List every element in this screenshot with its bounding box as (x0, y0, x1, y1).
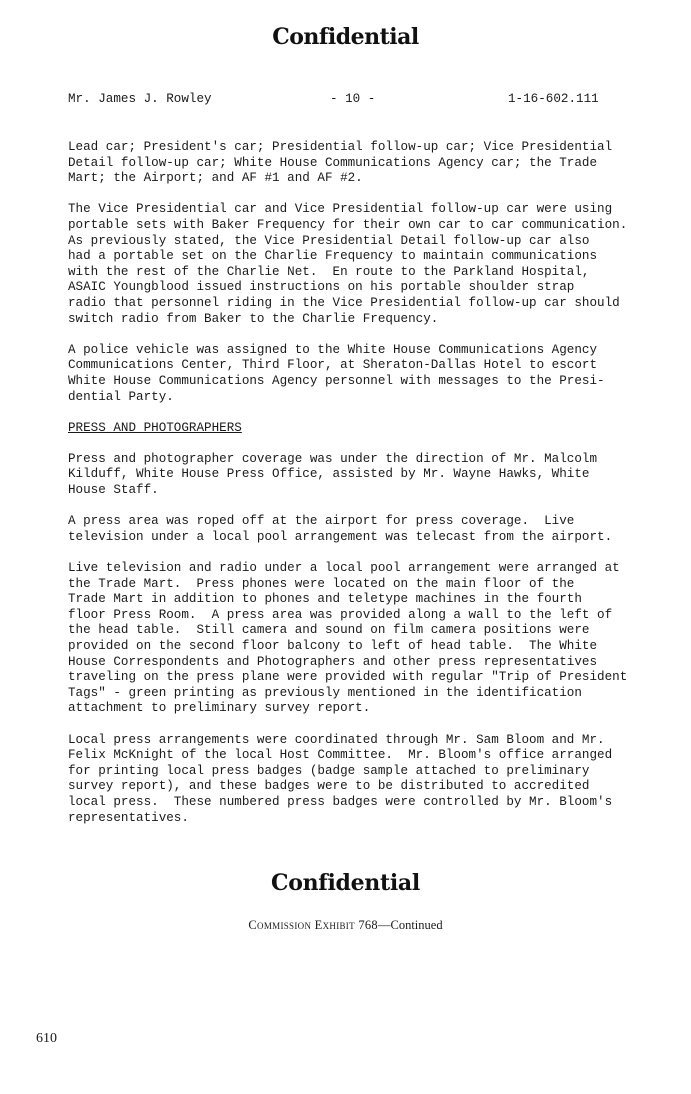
page-number: 610 (36, 1031, 57, 1046)
file-number: 1-16-602.111 (508, 92, 599, 106)
paragraph-vice-presidential-radio: The Vice Presidential car and Vice Presidential follow-up car were using portable sets with Baker Frequency for their own car to car communication. As previously stated, the Vice Presidential Detail follow-up car also had a portable set on the Charlie Frequency to maintain communications with the rest of the Charlie Net. En route to the Parkland Hospital, ASAIC Youngblood issued instructions on his portable shoulder strap radio that personnel riding in the Vice Presidential follow-up car should switch radio from Baker to the Charlie Frequency. (68, 202, 628, 326)
addressee: Mr. James J. Rowley (68, 92, 212, 106)
exhibit-caption (0, 918, 691, 933)
paragraph-vehicle-list: Lead car; President's car; Presidential follow-up car; Vice Presidential Detail follow-up car; White House Communications Agency car; the Trade Mart; the Airport; and AF #1 and AF #2. (68, 140, 613, 186)
paragraph-airport-press: A press area was roped off at the airport for press coverage. Live television under a local pool arrangement was telecast from the airport. (68, 514, 613, 544)
memo-page-number: - 10 - (330, 92, 376, 106)
exhibit-suffix: —Continued (377, 918, 443, 932)
confidential-stamp-top: Confidential (272, 24, 419, 50)
paragraph-police-vehicle: A police vehicle was assigned to the White House Communications Agency Communications Center, Third Floor, at Sheraton-Dallas Hotel to escort White House Communications Agency personnel with messages to the Presi- dential Party. (68, 342, 605, 404)
confidential-stamp-bottom: Confidential (271, 870, 420, 896)
paragraph-trade-mart-press: Live television and radio under a local pool arrangement were arranged at the Trade Mart. Press phones were located on the main floor of the Trade Mart in addition to phones and teletype machines in the fourth floor Press Room. A press area was provided along a wall to the left of the head table. Still camera and sound on film camera positions were provided on the second floor balcony to left of head table. The White House Correspondents and Photographers and other press representatives traveling on the press plane were provided with regular "Trip of President Tags" - green printing as previously mentioned in the identification attachment to preliminary survey report. (68, 561, 628, 716)
exhibit-label: Commission Exhibit 768 (248, 918, 378, 932)
memo-body (68, 140, 638, 842)
paragraph-local-press: Local press arrangements were coordinated through Mr. Sam Bloom and Mr. Felix McKnight of the local Host Committee. Mr. Bloom's office arranged for printing local press badges (badge sample attached to preliminary survey report), and these badges were to be distributed to accredited local press. These numbered press badges were controlled by Mr. Bloom's representatives. (68, 732, 613, 825)
section-heading-press: PRESS AND PHOTOGRAPHERS (68, 420, 242, 435)
paragraph-press-coverage: Press and photographer coverage was under the direction of Mr. Malcolm Kilduff, White House Press Office, assisted by Mr. Wayne Hawks, White House Staff. (68, 451, 598, 498)
